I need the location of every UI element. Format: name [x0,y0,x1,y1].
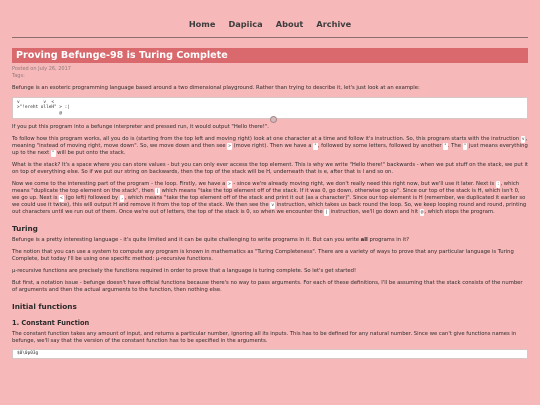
section-heading-turing: Turing [12,224,38,234]
explain-paragraph-1: To follow how this program works, all you do is (starting from the top left and moving right) look at one character at a time and follow it's instruction. So, this program starts with the instruction v, meaning "instead of moving right, move down". So, we move down and then see > (move right). Then we have a ", followed by some letters, followed by another ". The " just means everything up to the next " will be put onto the stack. [12,136,528,157]
inline-code: | [325,210,329,216]
intro-paragraph: Befunge is an esoteric programming language based around a two dimensional playground. Rather than trying to describe it, let's just look at an example: [12,85,420,91]
turing-paragraph-1: Befunge is a pretty interesting language - it's quite limited and it can be quite challenging to write programs in it. But can you write all programs in it? [12,237,410,244]
nav-archive-link[interactable]: Archive [316,19,352,29]
inline-code: > [228,144,231,150]
turing-paragraph-3: μ-recursive functions are precisely the functions required in order to prove that a language is turing complete. So let's get started! [12,268,357,275]
post-date: Posted on July 26, 2017 [12,66,71,72]
inline-code: | [156,189,160,195]
scroll-handle[interactable] [270,116,277,123]
inline-code: > [228,182,231,188]
inline-code: v [521,137,525,143]
turing-paragraph-2: The notion that you can use a system to compute any program is known in mathematics as "Turing Completeness". There are a variety of ways to prove that any particular language is Turing Complete, but today I'll be using one specific method: μ-recursive functions. [12,249,514,263]
code-line: >"!ereht olleH" > :| [17,105,70,111]
output-paragraph: If you put this program into a befunge interpreter and pressed run, it would output "Hello there!". [12,124,269,131]
subsection-heading-constant: 1. Constant Function [12,319,90,328]
inline-code: " [444,144,447,150]
constant-paragraph: The constant function takes any amount of input, and returns a particular number, ignoring all its inputs. This has to be defined for any natural number. Since we can't give functions names in befunge, we'll say that the version of the constant function has to be specified in the arguments. [12,331,517,345]
nav-about-link[interactable]: About [275,19,304,29]
inline-code: : [496,182,500,188]
post-article [12,48,528,359]
inline-code: < [60,196,63,202]
inline-code: @ [420,210,424,216]
section-heading-initial-functions: Initial functions [12,302,77,312]
post-tags: Tags: [12,73,25,79]
inline-code: " [314,144,317,150]
inline-code: v [271,203,274,209]
stack-paragraph: What is the stack? It's a space where you can store values - but you can only ever access the top element. This is why we write "Hello there!" backwards - when we put stuff on the stack, we put it on top of everything else. So if we put our string on backwards, then the top of the stack will be H, underneath that is e, after that is l and so on. [12,162,528,176]
turing-paragraph-4: But first, a notation issue - befunge doesn't have official functions because there's no way to pass arguments. For each of these definitions, I'll be assuming that the stack consists of the number of arguments and then the actual arguments to the function, then nothing else. [12,280,523,294]
top-nav [0,0,540,29]
post-meta [12,66,528,80]
inline-code: " [51,151,55,157]
code-block-hello [12,97,528,119]
nav-home-link[interactable]: Home [188,19,216,29]
post-title: Proving Befunge-98 is Turing Complete [12,48,528,63]
nav-dapiica-link[interactable]: Dapiica [228,19,263,29]
header-divider [12,37,528,38]
inline-code: " [463,144,467,150]
code-line: v v < [17,100,55,105]
loop-paragraph: Now we come to the interesting part of the program - the loop. Firstly, we have a > - since we're already moving right, we don't really need this right now, but we'll use it later. Next is :, which means "duplicate the top element on the stack", then | which means "take the top element off of the stack. If it was 0, go down, otherwise go up". Since our top of the stack is H, which isn't 0, we go up. Next is < (go left) followed by ,, which means "take the top element off of the stack and print it out (as a character)". Since our top element is H (remember, we duplicated it earlier so we could use it twice), this will output H and remove it from the top of the stack. We then see the v instruction, which takes us back round the loop. So, we keep looping round and round, printing out characters until we run out of them. Once we're out of letters, the top of the stack is 0, so when we encounter the | instruction, we'll go down and hit @, which stops the program. [12,181,527,216]
inline-code: , [120,196,124,202]
code-block-constant: $0\0p03g [12,349,528,359]
code-line: @ [17,110,62,116]
